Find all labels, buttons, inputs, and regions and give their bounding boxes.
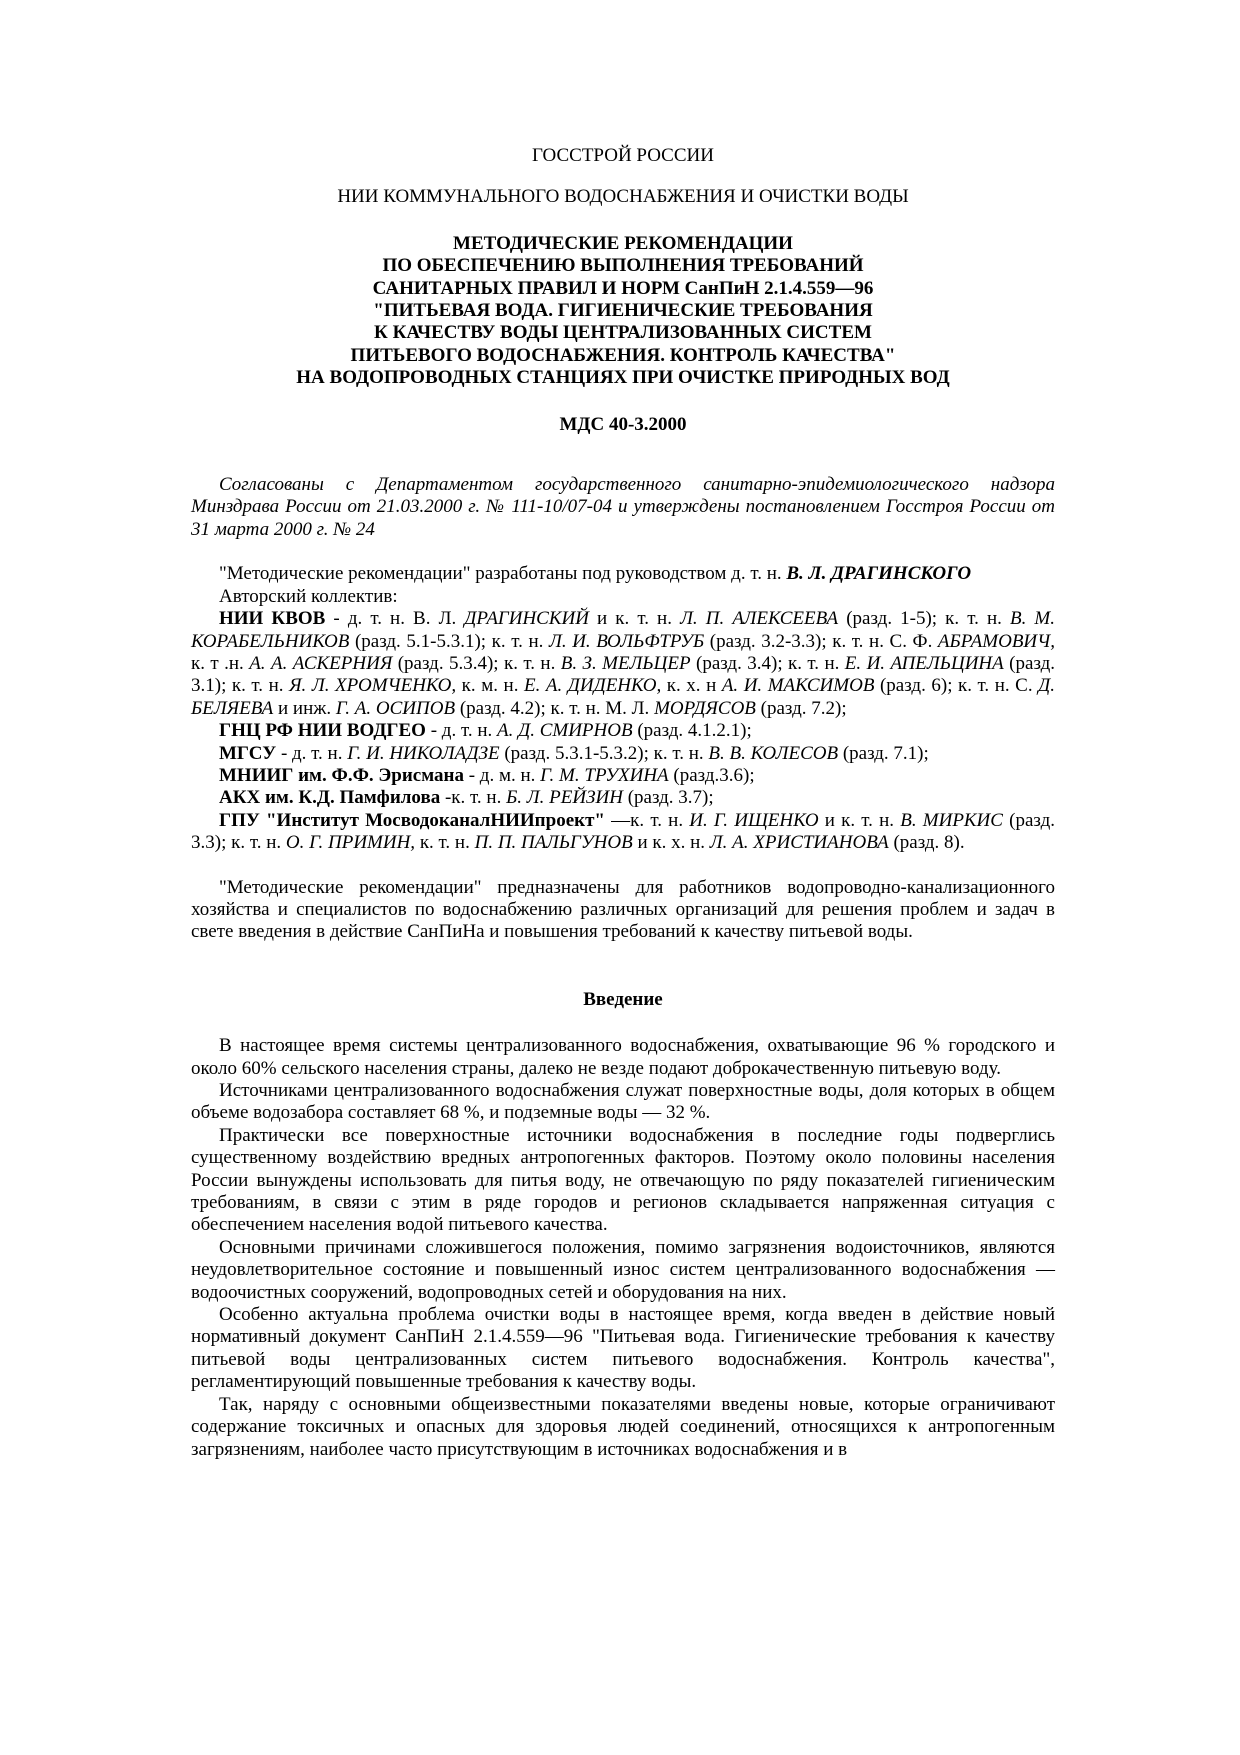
org-name: МНИИГ им. Ф.Ф. Эрисмана [219, 764, 464, 786]
paragraph: Так, наряду с основными общеизвестными показателями введены новые, которые ограничивают содержание токсичных и опасных для здоровья людей соединений, относящихся к антропогенным загрязнениям, наиболее часто присутствующим в источниках водоснабжения и в [191, 1393, 1055, 1460]
organization-name: ГОССТРОЙ РОССИИ [532, 145, 714, 166]
document-title [191, 233, 1055, 390]
title-line: НА ВОДОПРОВОДНЫХ СТАНЦИЯХ ПРИ ОЧИСТКЕ ПРИРОДНЫХ ВОД [296, 367, 950, 389]
org-name: АКХ им. К.Д. Памфилова [219, 787, 441, 809]
lead-author-name: В. Л. ДРАГИНСКОГО [786, 563, 972, 585]
title-line: "ПИТЬЕВАЯ ВОДА. ГИГИЕНИЧЕСКИЕ ТРЕБОВАНИЯ [373, 300, 873, 322]
authors-block [191, 563, 1055, 854]
title-line: ПИТЬЕВОГО ВОДОСНАБЖЕНИЯ. КОНТРОЛЬ КАЧЕСТВА" [350, 344, 896, 366]
authors-gpu: ГПУ "Институт МосводоканалНИИпроект" —к. т. н. И. Г. ИЩЕНКО и к. т. н. В. МИРКИС (разд. 3.3); к. т. н. О. Г. ПРИМИН, к. т. н. П. П. ПАЛЬГУНОВ и к. х. н. Л. А. ХРИСТИАНОВА (разд. 8). [191, 809, 1055, 854]
author-collective-label: Авторский коллектив: [219, 585, 398, 607]
authors-mgsu: МГСУ - д. т. н. Г. И. НИКОЛАДЗЕ (разд. 5.3.1-5.3.2); к. т. н. В. В. КОЛЕСОВ (разд. 7.1); [219, 742, 929, 764]
section-heading: Введение [583, 988, 663, 1010]
org-name: ГПУ "Институт МосводоканалНИИпроект" [219, 809, 605, 831]
paragraph: Практически все поверхностные источники водоснабжения в последние годы подверглись существенному воздействию вредных антропогенных факторов. Поэтому около половины населения России вынуждены использовать для питья воду, не отвечающую по ряду показателей гигиеническим требованиям, в связи с этим в ряде городов и регионов складывается напряженная ситуация с обеспечением населения водой питьевого качества. [191, 1124, 1055, 1236]
authors-mniig: МНИИГ им. Ф.Ф. Эрисмана - д. м. н. Г. М. ТРУХИНА (разд.3.6); [219, 764, 755, 786]
paragraph: В настоящее время системы централизованного водоснабжения, охватывающие 96 % городского и около 60% сельского населения страны, далеко не везде подают доброкачественную питьевую воду. [191, 1035, 1055, 1079]
authors-kvov: НИИ КВОВ - д. т. н. В. Л. ДРАГИНСКИЙ и к. т. н. Л. П. АЛЕКСЕЕВА (разд. 1-5); к. т. н. В. М. КОРАБЕЛЬНИКОВ (разд. 5.1-5.3.1); к. т. н. Л. И. ВОЛЬФТРУБ (разд. 3.2-3.3); к. т. н. С. Ф. АБРАМОВИЧ, к. т .н. А. А. АСКЕРНИЯ (разд. 5.3.4); к. т. н. В. З. МЕЛЬЦЕР (разд. 3.4); к. т. н. Е. И. АПЕЛЬЦИНА (разд. 3.1); к. т. н. Я. Л. ХРОМЧЕНКО, к. м. н. Е. А. ДИДЕНКО, к. х. н А. И. МАКСИМОВ (разд. 6); к. т. н. С. Д. БЕЛЯЕВА и инж. Г. А. ОСИПОВ (разд. 4.2); к. т. н. М. Л. МОРДЯСОВ (разд. 7.2); [191, 608, 1056, 719]
paragraph: Источниками централизованного водоснабжения служат поверхностные воды, доля которых в общем объеме водозабора составляет 68 %, и подземные воды — 32 %. [191, 1080, 1055, 1124]
org-name: ГНЦ РФ НИИ ВОДГЕО [219, 720, 426, 742]
lead-author-prefix: "Методические рекомендации" разработаны под руководством д. т. н. [219, 563, 787, 585]
introduction-body [191, 1035, 1055, 1461]
authors-vodgeo: ГНЦ РФ НИИ ВОДГЕО - д. т. н. А. Д. СМИРНОВ (разд. 4.1.2.1); [219, 720, 752, 742]
title-line: К КАЧЕСТВУ ВОДЫ ЦЕНТРАЛИЗОВАННЫХ СИСТЕМ [374, 322, 872, 344]
document-code: МДС 40-3.2000 [559, 413, 687, 435]
org-name: НИИ КВОВ [219, 608, 326, 630]
title-line: САНИТАРНЫХ ПРАВИЛ И НОРМ СанПиН 2.1.4.559—96 [372, 277, 874, 299]
approval-note: Согласованы с Департаментом государственного санитарно-эпидемиологического надзора Минздрава России от 21.03.2000 г. № 111-10/07-04 и утверждены постановлением Госстроя России от 31 марта 2000 г. № 24 [191, 474, 1055, 540]
org-name: МГСУ [219, 742, 277, 764]
purpose-paragraph: "Методические рекомендации" предназначены для работников водопроводно-канализационного хозяйства и специалистов по водоснабжению различных организаций для решения проблем и задач в свете введения в действие СанПиНа и повышения требований к качеству питьевой воды. [191, 876, 1055, 943]
authors-akh: АКХ им. К.Д. Памфилова -к. т. н. Б. Л. РЕЙЗИН (разд. 3.7); [219, 787, 714, 809]
institute-name: НИИ КОММУНАЛЬНОГО ВОДОСНАБЖЕНИЯ И ОЧИСТКИ ВОДЫ [337, 186, 909, 208]
paragraph: Особенно актуальна проблема очистки воды в настоящее время, когда введен в действие новый нормативный документ СанПиН 2.1.4.559—96 "Питьевая вода. Гигиенические требования к качеству питьевой воды централизованных систем питьевого водоснабжения. Контроль качества", регламентирующий повышенные требования к качеству воды. [191, 1304, 1055, 1393]
title-line: ПО ОБЕСПЕЧЕНИЮ ВЫПОЛНЕНИЯ ТРЕБОВАНИЙ [382, 255, 864, 277]
lead-author-paragraph [191, 563, 1055, 585]
paragraph: Основными причинами сложившегося положения, помимо загрязнения водоисточников, являются неудовлетворительное состояние и повышенный износ систем централизованного водоснабжения — водоочистных сооружений, водопроводных сетей и оборудования на них. [191, 1236, 1055, 1303]
document-page [191, 145, 1055, 1461]
title-line: МЕТОДИЧЕСКИЕ РЕКОМЕНДАЦИИ [453, 232, 793, 254]
